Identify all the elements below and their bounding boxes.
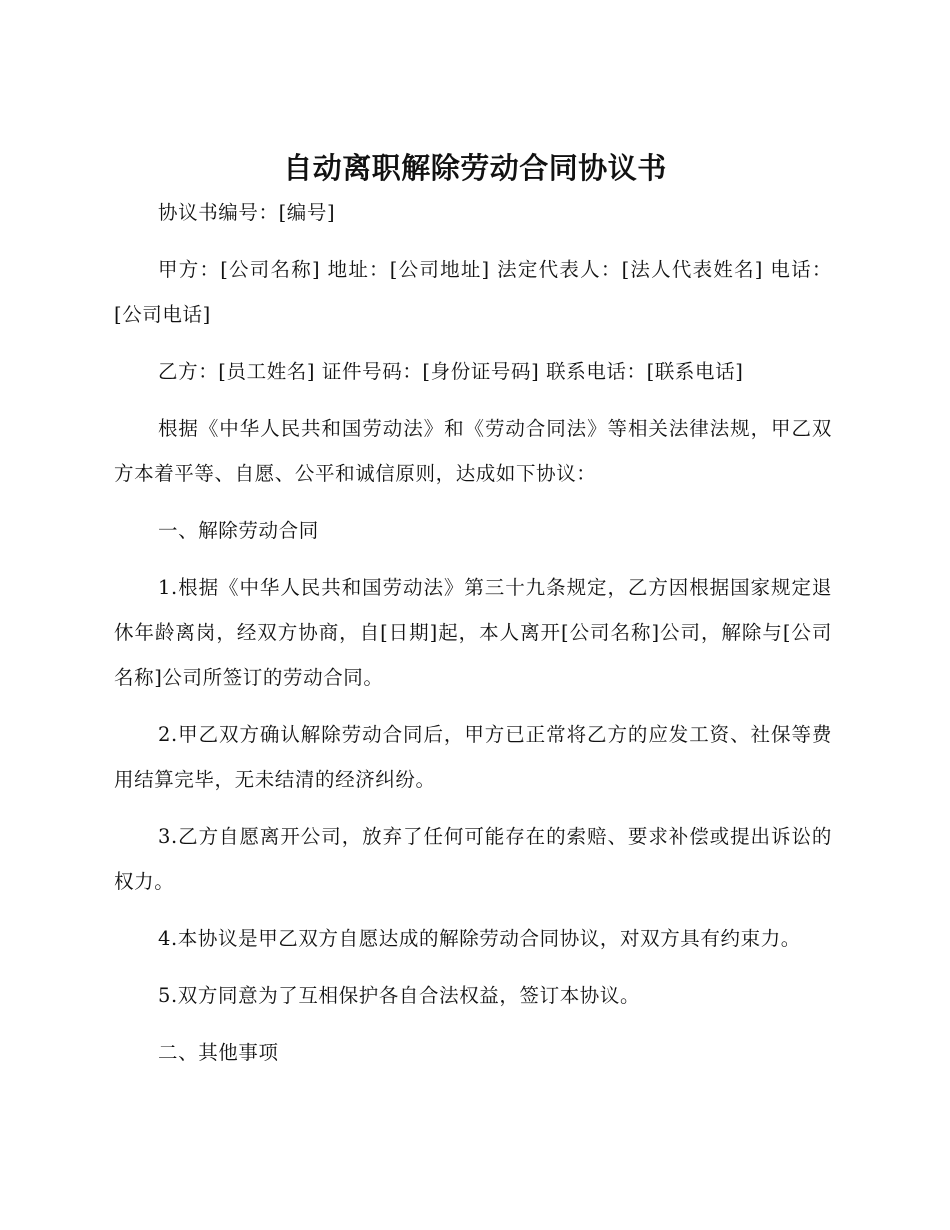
clause-1: 1.根据《中华人民共和国劳动法》第三十九条规定，乙方因根据国家规定退休年龄离岗，经双方协商，自[日期]起，本人离开[公司名称]公司，解除与[公司名称]公司所签订的劳动合同。 [114, 576, 832, 689]
document-body [114, 190, 832, 1087]
clause-4: 4.本协议是甲乙双方自愿达成的解除劳动合同协议，对双方具有约束力。 [158, 927, 801, 950]
party-a-info: 甲方：[公司名称] 地址：[公司地址] 法定代表人：[法人代表姓名] 电话：[公司电话] [114, 258, 832, 326]
document-title: 自动离职解除劳动合同协议书 [283, 151, 667, 185]
clause-2: 2.甲乙双方确认解除劳动合同后，甲方已正常将乙方的应发工资、社保等费用结算完毕，无未结清的经济纠纷。 [114, 723, 832, 791]
clause-5: 5.双方同意为了互相保护各自合法权益，签订本协议。 [158, 984, 641, 1007]
party-b-info: 乙方：[员工姓名] 证件号码：[身份证号码] 联系电话：[联系电话] [158, 360, 744, 383]
agreement-number: 协议书编号：[编号] [158, 201, 336, 224]
clause-3: 3.乙方自愿离开公司，放弃了任何可能存在的索赔、要求补偿或提出诉讼的权力。 [114, 825, 832, 893]
section-heading-other-matters: 二、其他事项 [158, 1041, 279, 1064]
preamble-paragraph: 根据《中华人民共和国劳动法》和《劳动合同法》等相关法律法规，甲乙双方本着平等、自愿、公平和诚信原则，达成如下协议： [114, 417, 832, 485]
section-heading-termination: 一、解除劳动合同 [158, 519, 319, 542]
